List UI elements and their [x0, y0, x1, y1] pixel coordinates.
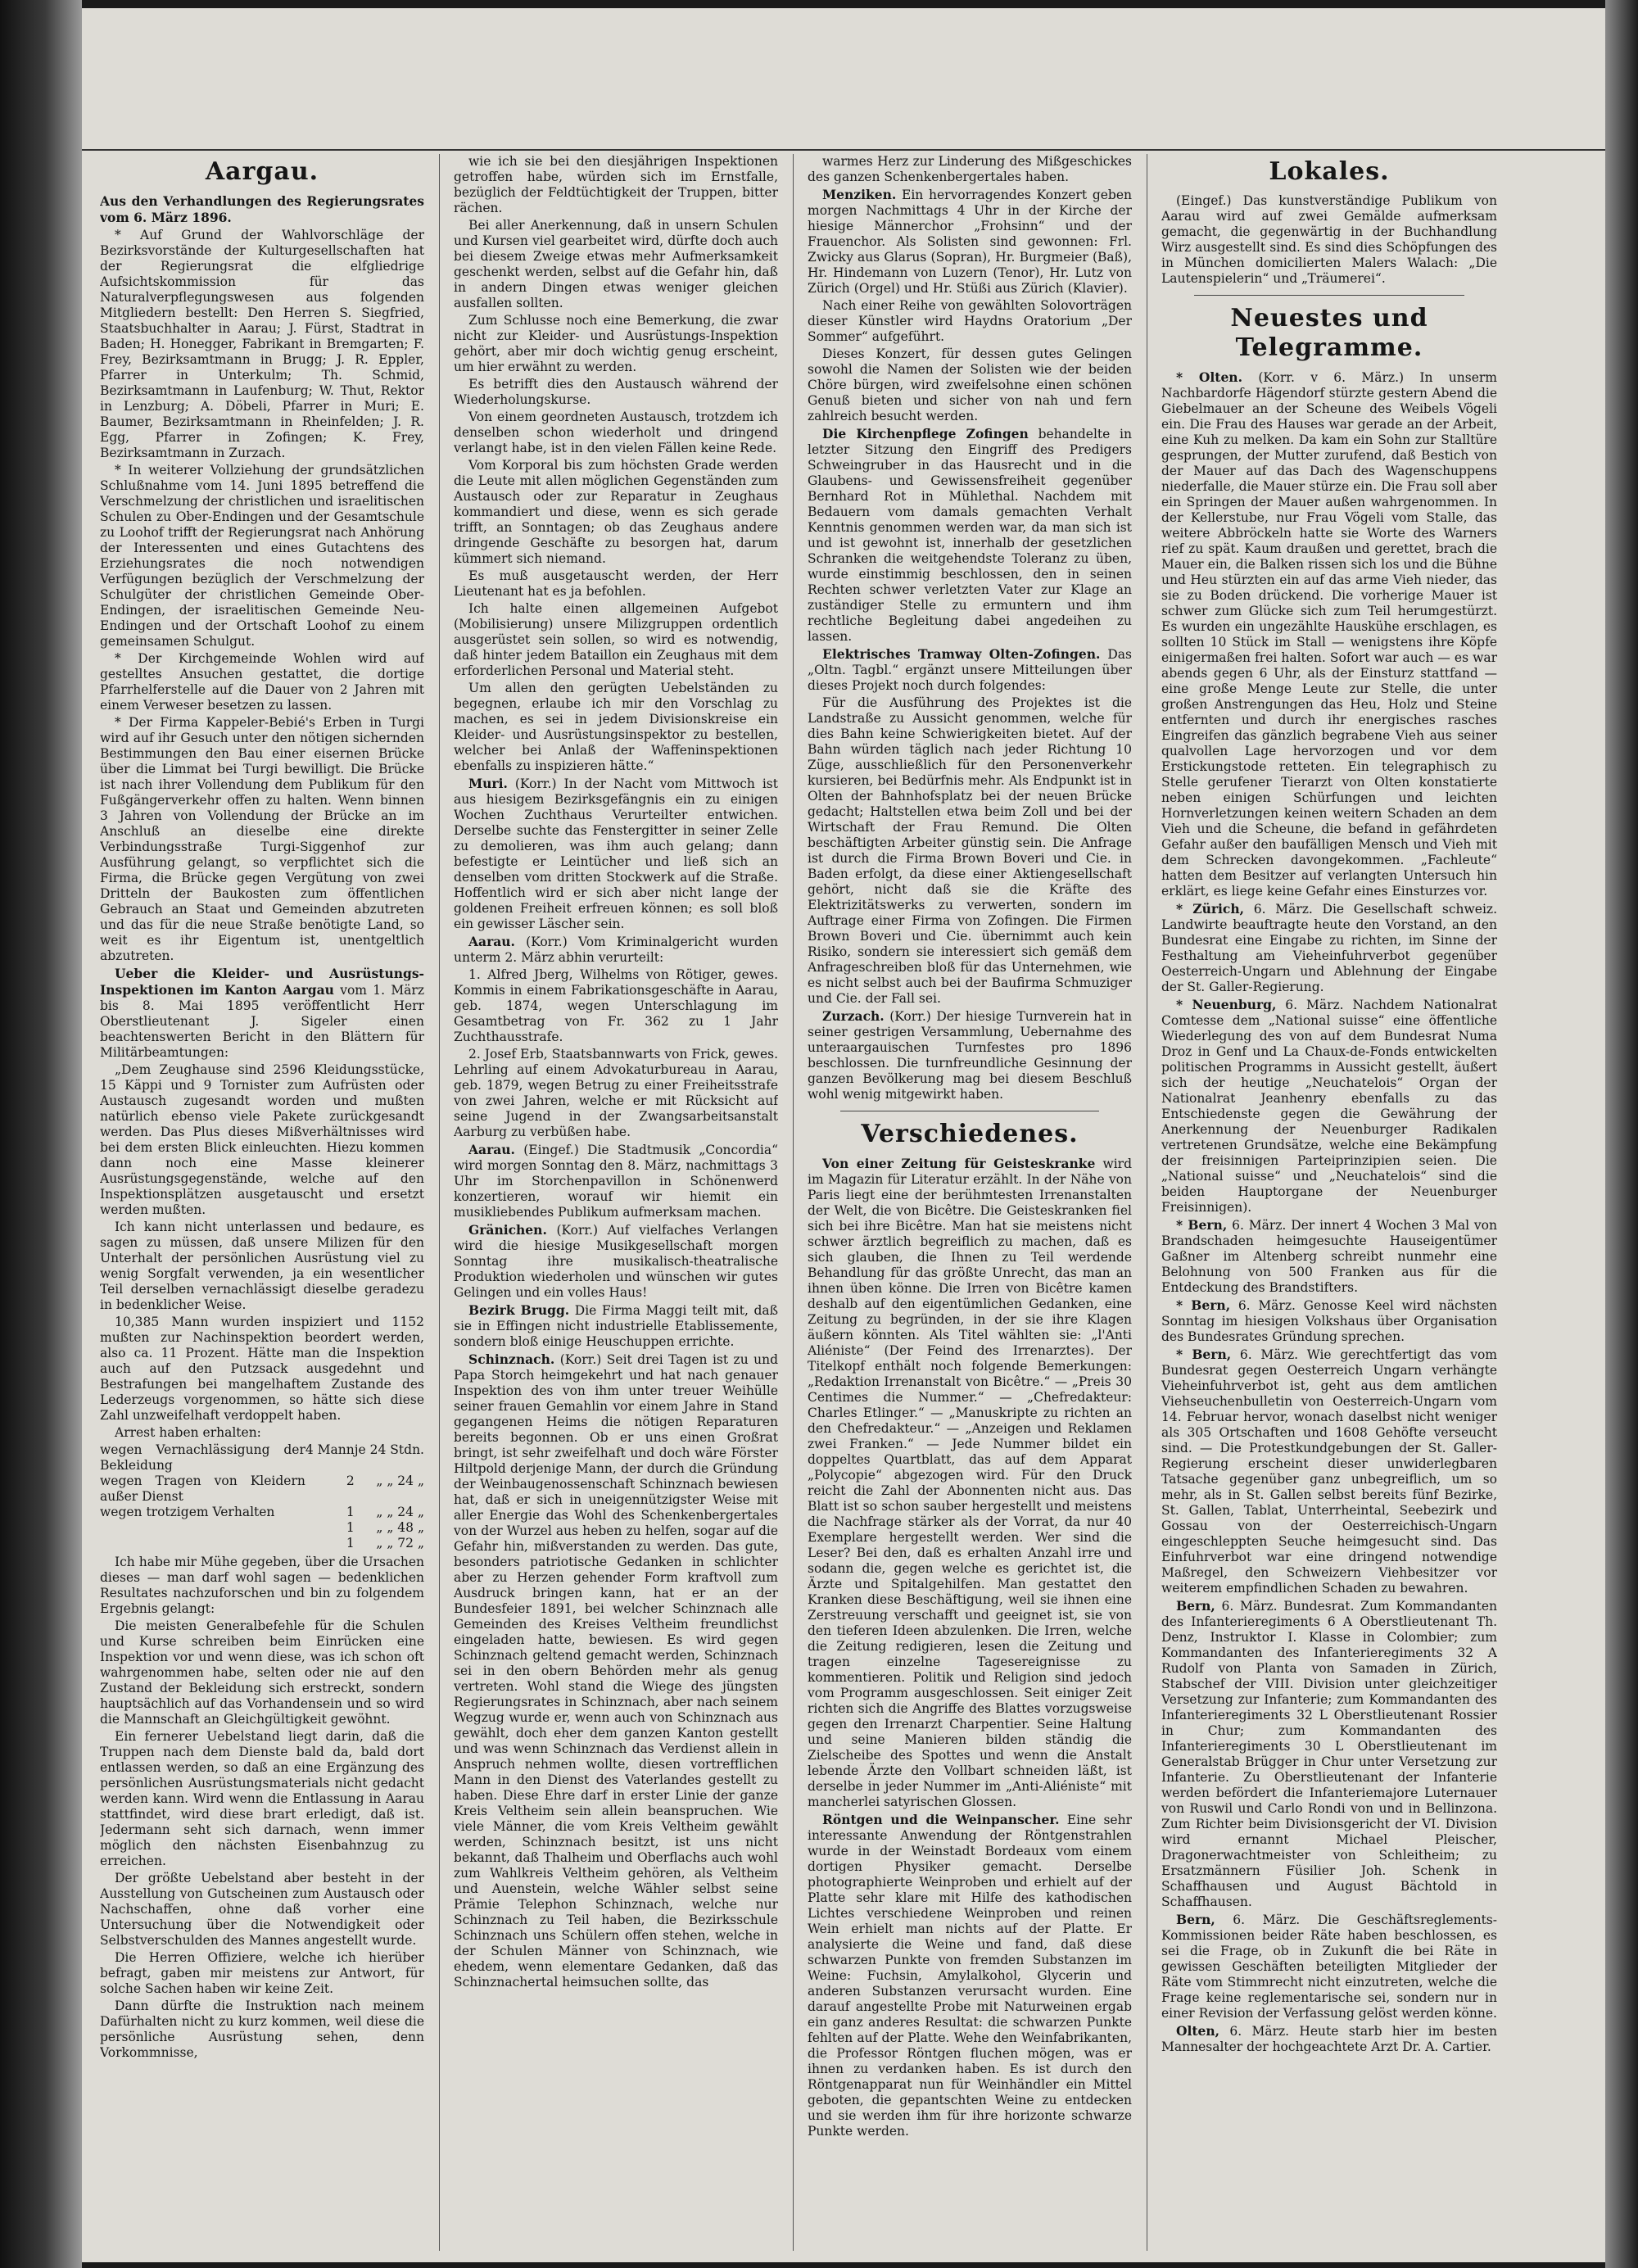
arrest-table: [100, 1442, 424, 1551]
column-3: [808, 154, 1132, 2251]
article-paragraph: [454, 458, 778, 567]
paragraph-text: 10,385 Mann wurden inspiziert und 1152 mußten zur Nachinspektion beordert werden, also ca. 11 Prozent. Hätte man die Inspektion auch auf den Putzsack ausgedehnt und Bestrafungen bei mangelhaftem Zustande des Lederzeugs vorgenommen, so hätte sich diese Zahl unzweifelhaft verdoppelt haben.: [100, 1315, 424, 1423]
article-paragraph: [100, 1999, 424, 2061]
paragraph-lead: Aarau.: [468, 934, 515, 949]
article-paragraph: [100, 1618, 424, 1727]
article-paragraph: [100, 1220, 424, 1313]
paragraph-lead: Bern,: [1176, 1912, 1215, 1927]
arrest-reason: [100, 1536, 305, 1551]
article-paragraph: [1161, 997, 1497, 1215]
article-paragraph: [1161, 2023, 1497, 2055]
paragraph-text: Nach einer Reihe von gewählten Solovorträgen dieser Künstler wird Haydns Oratorium „Der Sommer“ aufgeführt.: [808, 298, 1132, 344]
article-paragraph: [454, 568, 778, 600]
article-paragraph: [808, 646, 1132, 694]
paragraph-text: Vom Korporal bis zum höchsten Grade werden die Leute mit allen möglichen Gegenständen zum Austausch oder zur Reparatur in Zeughaus kommandiert und diese, wenn es sich gerade trifft, an Sonntagen; ob das Zeughaus andere dringende Geschäfte zu besorgen hat, darum kümmert sich niemand.: [454, 458, 778, 566]
paragraph-text: Es betrifft dies den Austausch während der Wiederholungskurse.: [454, 377, 778, 407]
article-paragraph: [454, 377, 778, 408]
paragraph-text: 6. März. Genosse Keel wird nächsten Sonntag im hiesigen Volkshaus über Organisation des Bundesrates Gründung sprechen.: [1161, 1298, 1497, 1344]
arrest-reason: wegen trotzigem Verhalten: [100, 1505, 275, 1519]
paragraph-text: behandelte in letzter Sitzung den Eingriff des Predigers Schweingruber in das Hausrecht und in die Glaubens- und Gewissensfreiheit gegenüber Bernhard Rot in Mühlethal. Nachdem mit Bedauern vom damals gemachten Verhalt Kenntnis genommen werden war, da man sich ist und ist gewohnt ist, innerhalb der gesetzlichen Schranken die weitgehendste Toleranz zu üben, wurde einstimmig beschlossen, den in seinen Rechten schwer verletzten Vater zur Klage an zuständiger Stelle zu ermuntern und ihm rechtliche Begleitung dabei angedeihen zu lassen.: [808, 427, 1132, 644]
paragraph-text: (Korr.) Vom Kriminalgericht wurden unterm 2. März abhin verurteilt:: [454, 935, 778, 965]
paragraph-text: (Korr.) Seit drei Tagen ist zu und Papa Storch heimgekehrt und hat nach genauer Inspektion des von ihm unter treuer Weihülle seiner frauen Gemahlin vor einem Jahre in Stand gegangenen Heims die nötigen Reparaturen bereits begonnen. Ob er uns einen Großrat bringt, ist sehr zweifelhaft und doch wäre Förster Hiltpold derjenige Mann, der durch die Gründung der Weinbaugenossenschaft Schinznach bewiesen hat, daß er sich in uneigennützigster Weise mit aller Energie das Wohl des Schenkenbergertales von der Wurzel aus heben zu helfen, sogar auf die Gefahr hin, mißverstanden zu werden. Das gute, besonders patriotische Gedanken in schlichter aber zu Herzen gehender Form kraftvoll zum Ausdruck bringen kann, hat er an der Bundesfeier 1891, bei welcher Schinznach alle Gemeinden des Kreises Veltheim freundlichst eingeladen hatte, bewiesen. Es wird gegen Schinznach geltend gemacht werden, Schinznach sei in den obern Behörden mehr als genug vertreten. Wohl stand die Wiege des jüngsten Regierungsrates in Schinznach, aber nach seinem Wegzug wurde er, wenn auch von Schinznach aus gewählt, doch eher dem ganzen Kanton gestellt und was wenn Schinznach das Verdienst allein in Anspruch nehmen wollte, diesen vortrefflichen Mann in den Dienst des Vaterlandes gestellt zu haben. Diese Ehre darf in erster Linie der ganze Kreis Veltheim sein allein beanspruchen. Wie viele Männer, die vom Kreis Veltheim gewählt werden, Schinznach besitzt, ist uns nicht bekannt, daß Thalheim und Oberflachs auch wohl zum Wahlkreis Veltheim gehören, als Veltheim und Auenstein, welche Wähler selbst seine Prämie Telephon Schinznach, welche nur Schinznach zu Teil haben, die Bezirksschule Schinznach uns Schülern offen stehen, welche in der Schulen Männer von Schinznach, wie ehedem, wenn elementare Gedanken, daß das Schinznachertal heimsuchen sollte, das: [454, 1352, 778, 1990]
paragraph-lead: Olten,: [1176, 2023, 1220, 2039]
article-paragraph: [808, 298, 1132, 345]
paragraph-text: 6. März. Nachdem Nationalrat Comtesse dem „National suisse“ eine öffentliche Wiederlegung des von auf dem Bundesrat Numa Droz in Genf und La Chaux-de-Fonds entwickelten politischen Programms in Aussicht gestellt, äußert sich der heutige „Neuchatelois“ Organ der Nationalrat Jeanhenry ebenfalls zu das Entschiedenste gegen die Gewährung der Anerkennung der Neuenburger Radikalen vertretenen Grundsätze, welche eine Bekämpfung der freisinnigen Parteiprinzipien seien. Die „National suisse“ und „Neuchatelois“ sind die beiden Hauptorgane der Neuenburger Freisinnigen).: [1161, 998, 1497, 1215]
arrest-count: 2: [346, 1474, 355, 1488]
article-paragraph: [454, 1222, 778, 1301]
paragraph-lead: Von einer Zeitung für Geisteskranke: [822, 1156, 1096, 1171]
paragraph-text: Um allen den gerügten Uebelständen zu begegnen, erlaube ich mir den Vorschlag zu machen, es sei in jedem Divisionskreise ein Kleider- und Ausrüstungsinspektor zu bestellen, welcher bei Anlaß der Waffeninspektionen ebenfalls zu inspizieren hätte.“: [454, 681, 778, 773]
section-heading: Neuestes und Telegramme.: [1230, 304, 1428, 362]
article-paragraph: [454, 1142, 778, 1220]
arrest-reason: wegen Vernachlässigung der Bekleidung: [100, 1442, 305, 1473]
paragraph-text: * Der Firma Kappeler-Bebié's Erben in Turgi wird auf ihr Gesuch unter den nötigen sichernden Bestimmungen den Bau einer eisernen Brücke über die Limmat bei Turgi bewilligt. Die Brücke ist nach ihrer Vollendung dem Publikum für den Fußgängerverkehr offen zu halten. Wenn binnen 3 Jahren von Vollendung der Brücke an im Anschluß an dieselbe eine direkte Verbindungsstraße Turgi-Siggenhof zur Ausführung gelangt, so verpflichtet sich die Firma, die Brücke gegen Vergütung von zwei Dritteln der Baukosten zum öffentlichen Gebrauch an Staat und Gemeinden abzutreten und das für die neue Straße benötigte Land, so weit es ihr Eigentum ist, unentgeltlich abzutreten.: [100, 715, 424, 963]
article-paragraph: [454, 1351, 778, 1990]
article-paragraph: [454, 1302, 778, 1350]
article-paragraph: [1161, 369, 1497, 899]
article-paragraph: [1161, 1912, 1497, 2021]
paragraph-text: * In weiterer Vollziehung der grundsätzlichen Schlußnahme vom 14. Juni 1895 betreffend die Verschmelzung der christlichen und israelitischen Schulen zu Ober-Endingen und der Gesamtschule zu Loohof trifft der Regierungsrat nach Anhörung der Interessenten und eines Gutachtens des Erziehungsrates die noch notwendigen Verfügungen bezüglich der Verschmelzung der Schulgüter der christlichen Gemeinde Ober-Endingen, der israelitischen Gemeinde Neu-Endingen und der Ortschaft Loohof zu einem gemeinsamen Schulgut.: [100, 463, 424, 649]
paragraph-text: (Korr. v 6. März.) In unserm Nachbardorfe Hägendorf stürzte gestern Abend die Giebelmauer an der Scheune des Weibels Vögeli ein. Die Frau des Hauses war gerade an der Arbeit, eine Kuh zu melken. Da kam ein Sohn zur Stalltüre gesprungen, der Mutter zurufend, daß Bestich von der Mauer auf das Dach des Wagenschuppens niederfalle, die Mauer stürze ein. Die Frau soll aber ein Springen der Mauer außen wahrgenommen. In der Kellerstube, nur Frau Vögeli vom Stalle, das weitere Abbröckeln hatte sie Worte des Warners rief zu spät. Kaum draußen und gerettet, brach die Mauer ein, die Balken rissen sich los und die Bühne und Heu stürzten ein auf das arme Vieh nieder, das sie zu Boden drückend. Die vorherige Mauer ist schwer zum Glücke sich zum Teil herumgestürzt. Es wurden ein ungezählte Hauskühe erschlagen, es sollten 10 Stück im Stall — wenigstens ihre Köpfe einigermaßen frei halten. Sofort war auch — es war abends gegen 6 Uhr, als der Einsturz stattfand — eine große Menge Leute zur Stelle, die unter großen Anstrengungen das Heu, Holz und Steine entfernten und durch ihr energisches rasches Eingreifen das gänzlich begrabene Vieh aus seiner qualvollen Lage hervorzogen und vor dem Erstickungstode retteten. Ein telegraphisch zu Stelle gerufener Tierarzt von Olten konstatierte neben einigen Schürfungen und leichten Hornverletzungen keinen weitern Schaden an dem Vieh und die Scheune, die befand in gefährdeten Gefahr außer den baufälligen Mensch und Vieh mit dem Schrecken davongekommen. „Fachleute“ hatten dem Besitzer auf verlangten Untersuch hin erklärt, es liege keine Gefahr eines Einsturzes vor.: [1161, 370, 1497, 899]
paragraph-lead: Elektrisches Tramway Olten-Zofingen.: [822, 646, 1101, 662]
article-paragraph: [100, 1555, 424, 1617]
arrest-row: [100, 1505, 424, 1520]
article-paragraph: [100, 1871, 424, 1949]
article-paragraph: [454, 218, 778, 311]
paragraph-text: * Auf Grund der Wahlvorschläge der Bezirksvorstände der Kulturgesellschaften hat der Regierungsrat die elfgliedrige Aufsichtskommission für das Naturalverpflegungswesen aus folgenden Mitgliedern bestellt: Den Herren S. Siegfried, Staatsbuchhalter in Aarau; J. Fürst, Stadtrat in Baden; H. Honegger, Fabrikant in Bremgarten; F. Frey, Bezirksamtmann in Brugg; J. R. Eppler, Pfarrer in Unterkulm; Th. Schmid, Bezirksamtmann in Laufenburg; W. Thut, Rektor in Lenzburg; A. Döbeli, Pfarrer in Muri; E. Baumer, Bezirksamtmann in Rheinfelden; J. R. Egg, Pfarrer in Zofingen; K. Frey, Bezirksamtmann in Zurzach.: [100, 228, 424, 460]
section-heading: Lokales.: [1269, 157, 1390, 186]
article-paragraph: [1161, 1217, 1497, 1296]
paragraph-lead: Aarau.: [468, 1142, 515, 1157]
column-divider: [793, 154, 794, 2251]
article-paragraph: [100, 1425, 424, 1441]
paragraph-text: Ein fernerer Uebelstand liegt darin, daß die Truppen nach dem Dienste bald da, bald dort entlassen werden, so daß an eine Ergänzung des persönlichen Ausrüstungsmaterials nicht gedacht werden kann. Wird wenn die Entlassung in Aarau stattfindet, wird diese brart erledigt, daß ist. Jedermann seht sich darnach, wenn immer möglich den nächsten Eisenbahnzug zu erreichen.: [100, 1729, 424, 1868]
paragraph-lead: * Zürich,: [1176, 901, 1245, 917]
paragraph-lead: Zurzach.: [822, 1008, 885, 1024]
scan-right-edge: [1605, 0, 1638, 2268]
paragraph-lead: Menziken.: [822, 187, 897, 202]
article-paragraph: [1161, 1297, 1497, 1345]
section-heading: Aargau.: [205, 157, 319, 186]
paragraph-text: wird im Magazin für Literatur erzählt. In der Nähe von Paris liegt eine der berühmtesten Irrenanstalten der Welt, die von Bicêtre. Die Geisteskranken fiel sich bei ihre Bicêtre. Man hat sie meistens nicht schwer ärztlich begreiflich zu machen, daß es sich glauben, die Ihnen zu Teil werdende Behandlung für das größte Unrecht, das man an ihnen üben könne. Die Irren von Bicêtre kamen deshalb auf den eigentümlichen Gedanken, eine Zeitung zu begründen, in der sie ihre Klagen äußern könnten. Als Titel wählten sie: „l'Anti Aliéniste“ (Der Feind des Irrenarztes). Der Titelkopf enthält noch folgende Bemerkungen: „Redaktion Irrenanstalt von Bicêtre.“ — „Preis 30 Centimes die Nummer.“ — „Chefredakteur: Charles Etlinger.“ — „Manuskripte zu richten an den Chefredakteur.“ — „Anzeigen und Reklamen zwei Franken.“ — Jede Nummer bildet ein doppeltes Quartblatt, das auf dem Apparat „Polycopie“ abgezogen wird. Für den Druck reicht die Zahl der Abonnenten nicht aus. Das Blatt ist so schon sauber hergestellt und meistens die Nachfrage stärker als der Vorrat, da nur 40 Exemplare hergestellt werden. Wer sind die Leser? Bei den, daß es erhalten Anzahl irre und sodann die, gegen welche es gerichtet ist, die Ärzte und Spitalgehilfen. Man gestattet den Kranken diese Beschäftigung, weil sie ihnen eine Zerstreuung verschafft und geeignet ist, sie von den tieferen Ideen abzulenken. Die Irren, welche die Zeitung redigieren, lesen die Zeitung und tragen einzelne Tagesereignisse zu kommentieren. Politik und Religion sind jedoch vom Programm ausgeschlossen. Seit einiger Zeit richten sich die Angriffe des Blattes vorzugsweise gegen den Irrenarzt Charpentier. Seine Haltung und seine Manieren bilden ständig die Zielscheibe des Spottes und wenn die Anstalt lebende Ärzte den Vollbart schneiden läßt, ist derselbe in jeder Nummer im „Anti-Aliéniste“ mit mancherlei satyrischen Glossen.: [808, 1157, 1132, 1809]
article-paragraph: [808, 1156, 1132, 1810]
article-paragraph: [100, 715, 424, 964]
article-paragraph: [454, 313, 778, 375]
article-paragraph: [100, 966, 424, 1061]
article-paragraph: [1161, 1598, 1497, 1910]
arrest-row: [100, 1536, 424, 1551]
arrest-row: [100, 1474, 424, 1505]
article-paragraph: [808, 1812, 1132, 2139]
article-paragraph: [808, 187, 1132, 297]
article-paragraph: [100, 228, 424, 461]
arrest-duration: „ „ 72 „: [376, 1536, 424, 1550]
paragraph-lead: Muri.: [468, 776, 508, 791]
paragraph-text: Das „Oltn. Tagbl.“ ergänzt unsere Mitteilungen über dieses Projekt noch durch folgendes:: [808, 647, 1132, 693]
article-paragraph: [808, 154, 1132, 185]
paragraph-lead: Bezirk Brugg.: [468, 1302, 570, 1318]
article-paragraph: [808, 426, 1132, 645]
section-heading: Verschiedenes.: [861, 1120, 1079, 1148]
article-paragraph: [100, 1062, 424, 1218]
paragraph-text: Ein hervorragendes Konzert geben morgen Nachmittags 4 Uhr in der Kirche der hiesige Männerchor „Frohsinn“ und der Frauenchor. Als Solisten sind gewonnen: Frl. Zwicky aus Glarus (Sopran), Hr. Burgmeier (Baß), Hr. Hindemann von Luzern (Tenor), Hr. Lutz von Zürich (Orgel) und Hr. Stüßi aus Zürich (Klavier).: [808, 188, 1132, 296]
arrest-count: 1: [346, 1505, 355, 1519]
paragraph-text: Der größte Uebelstand aber besteht in der Ausstellung von Gutscheinen zum Austausch oder Nachschaffen, ohne daß vorher eine Untersuchung über die Notwendigkeit oder Selbstverschulden des Mannes angestellt wurde.: [100, 1871, 424, 1948]
arrest-duration: „ „ 24 „: [376, 1474, 424, 1488]
article-paragraph: [454, 681, 778, 774]
paragraph-text: (Korr.) Auf vielfaches Verlangen wird die hiesige Musikgesellschaft morgen Sonntag ihre musikalisch-theatralische Produktion wiederholen und wünschen wir gutes Gelingen und ein volles Haus!: [454, 1223, 778, 1300]
paragraph-text: Arrest haben erhalten:: [115, 1425, 261, 1440]
paragraph-lead: * Bern,: [1176, 1347, 1232, 1362]
paragraph-text: 6. März. Heute starb hier im besten Mannesalter der hochgeachtete Arzt Dr. A. Cartier.: [1161, 2024, 1497, 2054]
paragraph-lead: Die Kirchenpflege Zofingen: [822, 426, 1029, 441]
article-paragraph: [454, 776, 778, 932]
article-paragraph: [808, 695, 1132, 1007]
paragraph-text: * Der Kirchgemeinde Wohlen wird auf gestelltes Ansuchen gestattet, die dortige Pfarrhelferstelle auf die Dauer von 2 Jahren mit einem Verweser besetzen zu lassen.: [100, 651, 424, 713]
paragraph-text: Bei aller Anerkennung, daß in unsern Schulen und Kursen viel gearbeitet wird, dürfte doch auch bei diesem Zweige etwas mehr Aufmerksamkeit geschenkt werden, selbst auf die Gefahr hin, daß in andern Dingen etwas weniger gleichen ausfallen sollten.: [454, 218, 778, 310]
paragraph-text: Von einem geordneten Austausch, trotzdem ich denselben schon wiederholt und dringend verlangt habe, ist in den vielen Fällen keine Rede.: [454, 410, 778, 455]
arrest-duration: „ „ 48 „: [376, 1520, 424, 1535]
article-paragraph: [100, 463, 424, 650]
paragraph-lead: Gränichen.: [468, 1222, 547, 1238]
paragraph-text: wie ich sie bei den diesjährigen Inspektionen getroffen habe, würden sich im Ernstfalle, bezüglich der Feldtüchtigkeit der Truppen, bitter rächen.: [454, 154, 778, 215]
paragraph-text: vom 1. März bis 8. Mai 1895 veröffentlicht Herr Oberstlieutenant J. Sigeler einen beachtenswerten Bericht in den Blättern für Militärbeamtungen:: [100, 983, 424, 1060]
article-paragraph: [100, 1729, 424, 1869]
paragraph-text: (Eingef.) Das kunstverständige Publikum von Aarau wird auf zwei Gemälde aufmerksam gemacht, die gegenwärtig in der Buchhandlung Wirz ausgestellt sind. Es sind dies Schöpfungen des in München domicilierten Malers Walach: „Die Lautenspielerin“ und „Träumerei“.: [1161, 193, 1497, 286]
arrest-reason: wegen Tragen von Kleidern außer Dienst: [100, 1474, 305, 1504]
paragraph-text: Eine sehr interessante Anwendung der Röntgenstrahlen wurde in der Weinstadt Bordeaux vom einem dortigen Physiker gemacht. Derselbe photographierte Weinproben und erhielt auf der Platte sehr klare mit Hilfe des kathodischen Lichtes verschiedene Weinproben und reinen Wein erhielt man nichts auf der Platte. Er analysierte die Weine und fand, daß diese schwarzen Punkte von fremden Substanzen im Weine: Fuchsin, Amylalkohol, Glycerin und anderen Substanzen verursacht wurden. Eine darauf angestellte Probe mit Naturweinen ergab ein ganz anderes Resultat: die schwarzen Punkte fehlten auf der Platte. Wehe den Weinfabrikanten, die Professor Röntgen fluchen mögen, was er ihnen zu verdanken haben. Es ist durch den Röntgenapparat nun für Weinhändler ein Mittel geboten, die gepantschten Weine zu entdecken und sie werden ihm für ihre horizonte schwarze Punkte werden.: [808, 1813, 1132, 2139]
article-paragraph: [454, 967, 778, 1045]
paragraph-text: Es muß ausgetauscht werden, der Herr Lieutenant hat es ja befohlen.: [454, 568, 778, 599]
newspaper-page: [82, 8, 1605, 2262]
paragraph-text: 6. März. Bundesrat. Zum Kommandanten des Infanterieregiments 6 A Oberstlieutenant Th. Denz, Instruktor I. Klasse in Colombier; zum Kommandanten des Infanterieregiments 32 A Rudolf von Planta von Samaden in Zürich, Stabschef der VIII. Division unter gleichzeitiger Versetzung zur Infanterie; zum Kommandanten des Infanterieregiments 32 L Oberstlieutenant Rossier in Chur; zum Kommandanten des Infanterieregiments 30 L Oberstlieutenant im Generalstab Brügger in Chur unter Versetzung zur Infanterie. Zu Oberstlieutenant der Infanterie werden befördert die Infanteriemajore Luternauer von Ruswil und Carlo Rondi von und in Bellinzona. Zum Richter beim Divisionsgericht der VI. Division wird ernannt Michael Pleischer, Dragonerwachtmeister von Schleitheim; zu Ersatzmännern Füsilier Joh. Schenk in Schaffhausen und August Bächtold in Schaffhausen.: [1161, 1599, 1497, 1909]
paragraph-text: (Eingef.) Die Stadtmusik „Concordia“ wird morgen Sonntag den 8. März, nachmittags 3 Uhr im Storchenpavillon in Schönenwerd konzertieren, worauf wir hiemit ein musikliebendes Publikum aufmerksam machen.: [454, 1143, 778, 1220]
column-divider: [439, 154, 440, 2251]
paragraph-text: 6. März. Der innert 4 Wochen 3 Mal von Brandschaden heimgesuchte Hauseigentümer Gaßner im Altenberg schreibt nunmehr eine Belohnung von 500 Franken aus für die Entdeckung des Brandstifters.: [1161, 1218, 1497, 1295]
column-2: [454, 154, 778, 2251]
paragraph-text: 6. März. Die Geschäftsreglements-Kommissionen beider Räte haben beschlossen, es sei die Frage, ob in Zukunft die bei Räte in gewissen Geschäften beteiligten Mitglieder der Räte vom Stimmrecht nicht einzutreten, welche die Frage keine reglementarische sei, sondern nur in einer Revision der Verfassung gelöst werden könne.: [1161, 1913, 1497, 2021]
arrest-duration: je 24 Stdn.: [354, 1442, 424, 1457]
section-separator: [1194, 295, 1464, 296]
paragraph-text: 6. März. Wie gerechtfertigt das vom Bundesrat gegen Oesterreich Ungarn verhängte Vieheinfuhrverbot ist, geht aus dem amtlichen Viehseuchenbulletin von Oesterreich-Ungarn vom 14. Februar hervor, wonach daselbst nicht weniger als 305 Ortschaften und 1608 Gehöfte verseucht sind. — Die Protestkundgebungen der St. Galler-Regierung erscheint dieser unwiderlegbaren Tatsache gegenüber ganz unbegreiflich, um so mehr, als in St. Gallen selbst bereits fünf Bezirke, St. Gallen, Tablat, Unterrheintal, Seebezirk und Gossau von der Oesterreichisch-Ungarn eingeschleppten Seuche heimgesucht sind. Das Einfuhrverbot war eine dringend notwendige Maßregel, den Schweizern Viehbesitzer vor weiterem empfindlichen Schaden zu bewahren.: [1161, 1347, 1497, 1596]
article-paragraph: [1161, 901, 1497, 995]
paragraph-text: (Korr.) In der Nacht vom Mittwoch ist aus hiesigem Bezirksgefängnis ein zu einigen Wochen Zuchthaus Verurteilter entwichen. Derselbe suchte das Fenstergitter in seiner Zelle zu demolieren, was ihm auch gelang; dann befestigte er Leintücher und ließ sich an denselben vom dritten Stockwerk auf die Straße. Hoffentlich wird er sich aber nicht lange der goldenen Freiheit erfreuen können; es soll bloß ein gewisser Läscher sein.: [454, 776, 778, 931]
article-paragraph: [1161, 193, 1497, 287]
arrest-count: 1: [346, 1536, 355, 1550]
paragraph-text: 2. Josef Erb, Staatsbannwarts von Frick, gewes. Lehrling auf einem Advokaturbureau in Aarau, geb. 1879, wegen Betrug zu einer Freiheitsstrafe von zwei Jahren, welche er mit Rücksicht auf seine Jugend in der Zwangsarbeitsanstalt Aarburg zu verbüßen habe.: [454, 1047, 778, 1139]
article-paragraph: [100, 651, 424, 713]
paragraph-lead: * Bern,: [1176, 1297, 1231, 1313]
article-paragraph: [100, 1315, 424, 1424]
paragraph-text: Dann dürfte die Instruktion nach meinem Dafürhalten nicht zu kurz kommen, weil diese die persönliche Ausrüstung sehen, denn Vorkommnisse,: [100, 1999, 424, 2060]
article-paragraph: [1161, 1347, 1497, 1596]
top-rule: [82, 149, 1605, 151]
paragraph-text: Ich habe mir Mühe gegeben, über die Ursachen dieses — man darf wohl sagen — bedenklichen Resultates nachzuforschen und bin zu folgendem Ergebnis gelangt:: [100, 1555, 424, 1616]
paragraph-text: Ich kann nicht unterlassen und bedaure, es sagen zu müssen, daß unsere Milizen für den Unterhalt der persönlichen Ausrüstung viel zu wenig Sorgfalt verwenden, ja ein wesentlicher Teil derselben vernachlässigt dieselbe geradezu in bedenklicher Weise.: [100, 1220, 424, 1312]
article-paragraph: [808, 346, 1132, 424]
arrest-reason: [100, 1520, 305, 1536]
scan-left-edge: [0, 0, 82, 2268]
paragraph-text: Die meisten Generalbefehle für die Schulen und Kurse schreiben beim Einrücken eine Inspektion vor und wenn diese, was ich schon oft wahrgenommen habe, selten oder nie auf den Zustand der Bekleidung sich erstreckt, sondern hauptsächlich auf das Vorhandensein und so wird die Mannschaft an Gleichgültigkeit gewöhnt.: [100, 1618, 424, 1727]
arrest-duration: „ „ 24 „: [376, 1505, 424, 1519]
paragraph-text: „Dem Zeughause sind 2596 Kleidungsstücke, 15 Käppi und 9 Tornister zum Aufrüsten oder Austausch zugesandt worden und mußten natürlich ebenso viele Pakete zurückgesandt werden. Das Plus dieses Mißverhältnisses wird bei dem ersten Blick einleuchten. Hiezu kommen dann noch eine Masse kleinerer Ausrüstungsgegenstände, welche auf den Inspektionsplätzen ausgetauscht und ersetzt werden mußten.: [100, 1062, 424, 1217]
article-paragraph: [808, 1008, 1132, 1102]
arrest-count: 4 Mann: [305, 1442, 355, 1457]
paragraph-text: Die Herren Offiziere, welche ich hierüber befragt, gaben mir meistens zur Antwort, für solche Sachen haben wir keine Zeit.: [100, 1950, 424, 1996]
article-paragraph: [454, 410, 778, 456]
article-paragraph: [454, 934, 778, 966]
paragraph-lead: * Bern,: [1176, 1217, 1228, 1233]
column-1: [100, 154, 424, 2251]
paragraph-text: (Korr.) Der hiesige Turnverein hat in seiner gestrigen Versammlung, Uebernahme des unteraargauischen Turnfestes pro 1896 beschlossen. Die turnfreundliche Gesinnung der ganzen Bevölkerung mag bei diesem Beschluß wohl wenig mitgewirkt haben.: [808, 1009, 1132, 1102]
paragraph-text: Für die Ausführung des Projektes ist die Landstraße zu Aussicht genommen, welche für dies Bahn keine Schwierigkeiten bietet. Auf der Bahn würden täglich nach jeder Richtung 10 Züge, ausschließlich für den Personenverkehr kursieren, bei Bedürfnis mehr. Als Endpunkt ist in Olten der Bahnhofsplatz bei der neuen Brücke gedacht; Haltstellen etwa beim Zoll und bei der Wirtschaft der Frau Remund. Die Olten beschäftigten Arbeiter günstig sein. Die Anfrage ist durch die Firma Brown Boveri und Cie. in Baden erfolgt, da diese einer Aktiengesellschaft gehört, nicht daß sie die Kräfte des Elektrizitätswerks zu verwerten, sondern im Auftrage einer Firma von Zofingen. Die Firmen Brown Boveri und Cie. übernimmt auch kein Risiko, sondern sie interessiert sich gemäß dem Anfrageschreiben bloß für das Unternehmen, wie es nicht selbst auch bei der Baufirma Schmuziger und Cie. der Fall sei.: [808, 695, 1132, 1006]
paragraph-lead: Schinznach.: [468, 1351, 555, 1367]
paragraph-text: warmes Herz zur Linderung des Mißgeschickes des ganzen Schenkenbergertales haben.: [808, 154, 1132, 184]
arrest-row: [100, 1442, 424, 1474]
arrest-row: [100, 1520, 424, 1536]
paragraph-text: Die Firma Maggi teilt mit, daß sie in Effingen nicht industrielle Etablissemente, sondern bloß einige Heuschuppen errichte.: [454, 1303, 778, 1349]
paragraph-lead: Röntgen und die Weinpanscher.: [822, 1812, 1060, 1827]
paragraph-lead: * Olten.: [1176, 369, 1242, 385]
article-paragraph: [454, 1047, 778, 1140]
paragraph-lead: * Neuenburg,: [1176, 997, 1277, 1012]
paragraph-text: Dieses Konzert, für dessen gutes Gelingen sowohl die Namen der Solisten wie der beiden Chöre bürgen, wird zweifelsohne einen schönen Genuß bieten und sicher von nah und fern zahlreich besucht werden.: [808, 346, 1132, 423]
paragraph-lead: Bern,: [1176, 1598, 1215, 1614]
paragraph-lead: Aus den Verhandlungen des Regierungsrates vom 6. März 1896.: [100, 193, 424, 225]
paragraph-text: 6. März. Die Gesellschaft schweiz. Landwirte beauftragte heute den Vorstand, an den Bundesrat eine Eingabe zu richten, im Sinne der Festhaltung am Vieheinfuhrverbot gegenüber Oesterreich-Ungarn und Ablehnung der Eingabe der St. Galler-Regierung.: [1161, 902, 1497, 994]
article-paragraph: [454, 601, 778, 679]
article-paragraph: [100, 1950, 424, 1997]
paragraph-text: Ich halte einen allgemeinen Aufgebot (Mobilisierung) unsere Milizgruppen ordentlich ausgerüstet sein sollen, so wird es notwendig, daß hinter jedem Bataillon ein Zeughaus mit dem erforderlichen Personal und Material steht.: [454, 601, 778, 678]
paragraph-text: Zum Schlusse noch eine Bemerkung, die zwar nicht zur Kleider- und Ausrüstungs-Inspektion gehört, aber mir doch wichtig genug erscheint, um hier erwähnt zu werden.: [454, 313, 778, 374]
arrest-count: 1: [346, 1520, 355, 1535]
column-4: [1161, 154, 1497, 2251]
article-paragraph: [454, 154, 778, 216]
paragraph-text: 1. Alfred Jberg, Wilhelms von Rötiger, gewes. Kommis in einem Fabrikationsgeschäfte in Aarau, geb. 1874, wegen Unterschlagung im Gesamtbetrag von Fr. 362 zu 1 Jahr Zuchthausstrafe.: [454, 967, 778, 1044]
paragraph-lead: Ueber die Kleider- und Ausrüstungs-Inspektionen im Kanton Aargau: [100, 966, 424, 998]
article-paragraph: [100, 193, 424, 226]
